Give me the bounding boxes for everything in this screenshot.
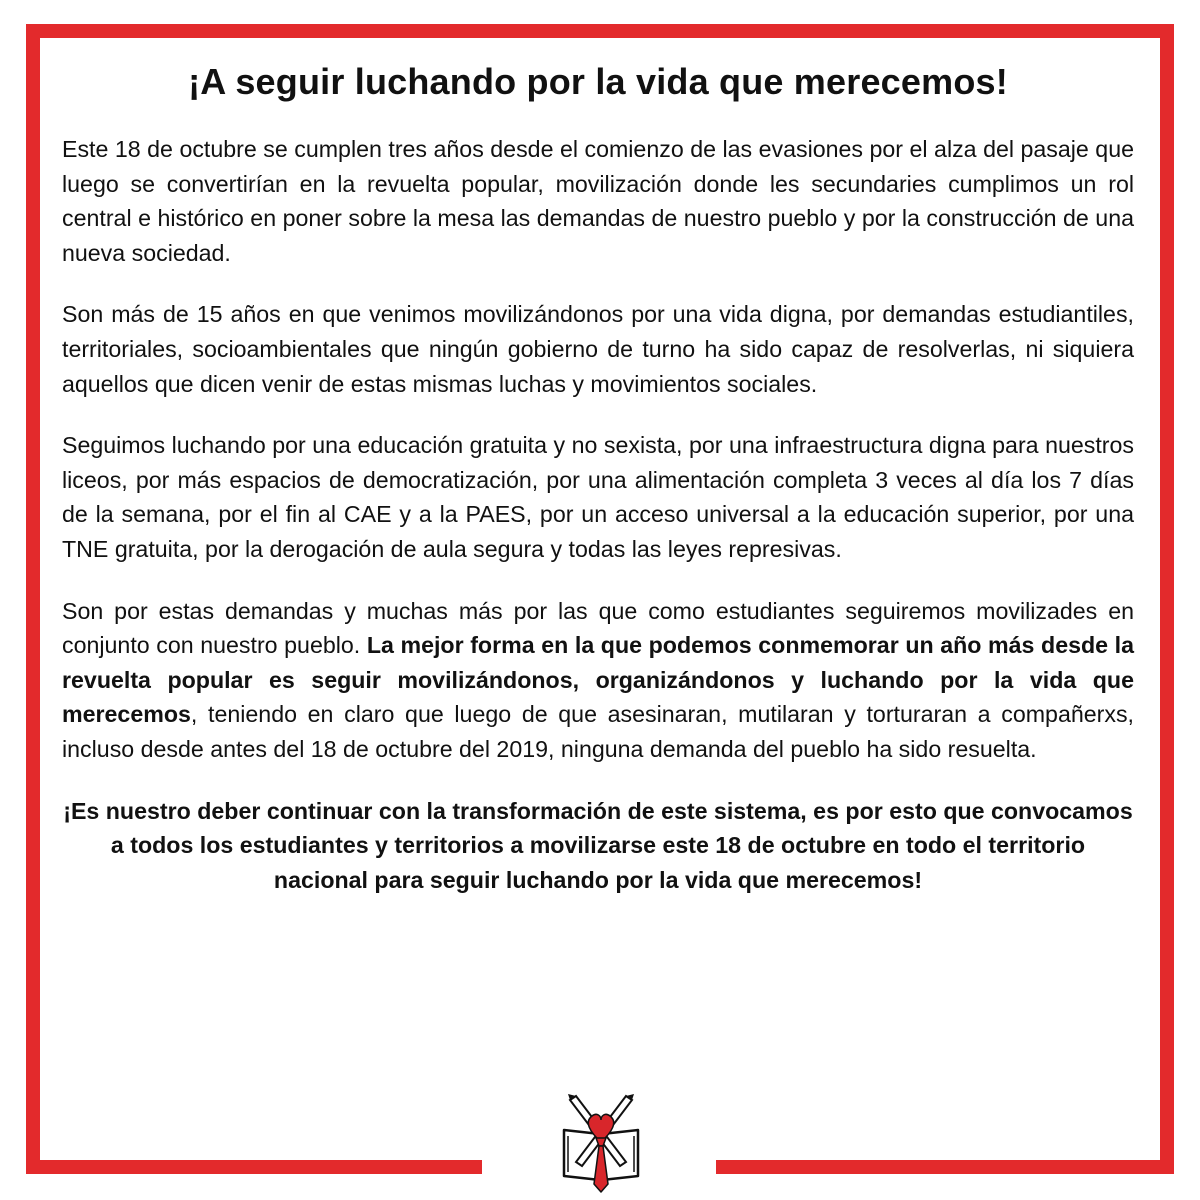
paragraph-anniversary: Este 18 de octubre se cumplen tres años desde el comienzo de las evasiones por el alza del pasaje que luego se convertirían en la revuelta popular, movilización donde les secundaries cumplimos un rol central e histórico en poner sobre la mesa las demandas de nuestro pueblo y por la construcción de una nueva sociedad.: [62, 136, 1134, 266]
book-pencil-tie-emblem-icon: [560, 1090, 642, 1194]
paragraph-commemoration-emphasis: La mejor forma en la que podemos conmemorar un año más desde la revuelta popular es seguir movilizándonos, organizándonos y luchando por la vida que merecemos: [62, 632, 1134, 728]
closing-call: ¡Es nuestro deber continuar con la transformación de este sistema, es por esto que convocamos a todos los estudiantes y territorios a movilizarse este 18 de octubre en todo el territorio nacional para seguir luchando por la vida que merecemos!: [63, 797, 1133, 893]
frame-right: [1160, 24, 1174, 1174]
frame-top: [26, 24, 1174, 38]
paragraph-commemoration-lead: Son por estas demandas y muchas más por las que como estudiantes seguiremos movilizades en conjunto con nuestro pueblo.: [62, 597, 1134, 659]
statement-body: [62, 60, 1134, 897]
frame-bottom-left: [26, 1160, 482, 1174]
paragraph-demands: Seguimos luchando por una educación gratuita y no sexista, por una infraestructura digna para nuestros liceos, por más espacios de democratización, por una alimentación completa 3 veces al día los 7 días de la semana, por el fin al CAE y a la PAES, por un acceso universal a la educación superior, por una TNE gratuita, por la derogación de aula segura y todas las leyes represivas.: [62, 432, 1134, 562]
paragraph-commemoration: [62, 594, 1134, 767]
frame-left: [26, 24, 40, 1174]
page-title: ¡A seguir luchando por la vida que merecemos!: [188, 61, 1008, 102]
paragraph-fifteen-years: Son más de 15 años en que venimos movilizándonos por una vida digna, por demandas estudiantiles, territoriales, socioambientales que ningún gobierno de turno ha sido capaz de resolverlas, ni siquiera aquellos que dicen venir de estas mismas luchas y movimientos sociales.: [62, 301, 1134, 397]
frame-bottom-right: [716, 1160, 1174, 1174]
paragraph-commemoration-tail: , teniendo en claro que luego de que asesinaran, mutilaran y torturaran a compañerxs, incluso desde antes del 18 de octubre del 2019, ninguna demanda del pueblo ha sido resuelta.: [62, 701, 1134, 762]
